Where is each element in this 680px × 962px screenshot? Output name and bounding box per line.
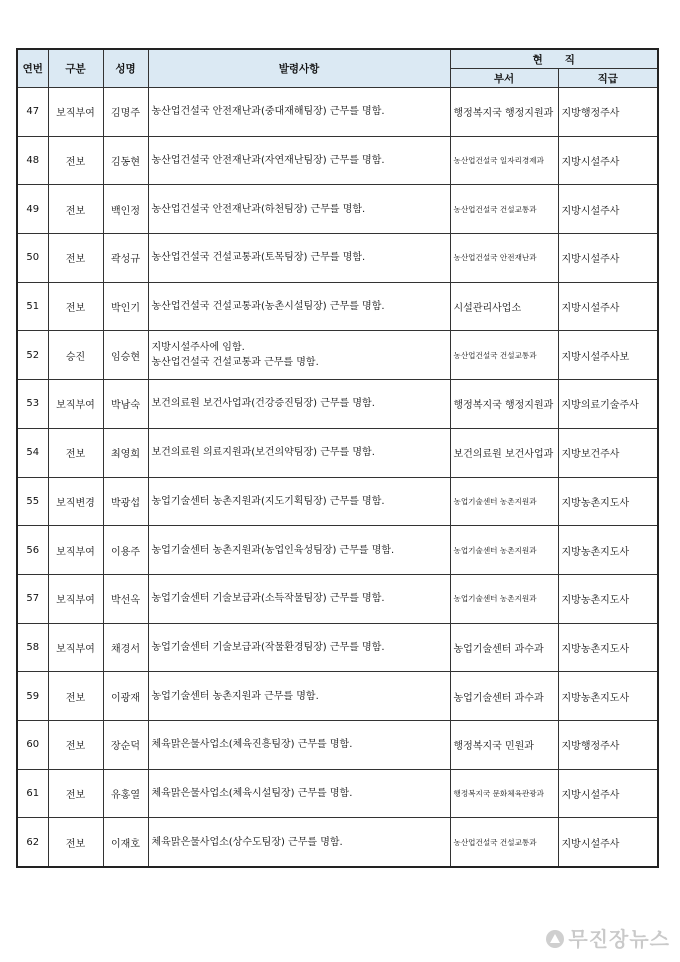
cell-num: 53 <box>17 380 48 429</box>
personnel-order-table <box>16 48 659 868</box>
table-row <box>17 769 658 818</box>
cell-name: 이광재 <box>103 672 148 721</box>
cell-rank: 지방시설주사 <box>558 185 658 234</box>
cell-name: 장순덕 <box>103 720 148 769</box>
cell-rank: 지방농촌지도사 <box>558 526 658 575</box>
mountain-logo-icon <box>546 930 564 948</box>
cell-num: 61 <box>17 769 48 818</box>
table-row <box>17 526 658 575</box>
cell-rank: 지방시설주사 <box>558 136 658 185</box>
cell-num: 48 <box>17 136 48 185</box>
cell-name: 박인기 <box>103 282 148 331</box>
cell-rank: 지방의료기술주사 <box>558 380 658 429</box>
cell-dept: 농업기술센터 농촌지원과 <box>450 574 558 623</box>
cell-num: 55 <box>17 477 48 526</box>
cell-dept: 농산업건설국 일자리경제과 <box>450 136 558 185</box>
table-row <box>17 720 658 769</box>
cell-order <box>148 428 450 477</box>
cell-order <box>148 234 450 283</box>
cell-order <box>148 623 450 672</box>
cell-type: 보직변경 <box>48 477 103 526</box>
cell-order <box>148 672 450 721</box>
cell-order <box>148 185 450 234</box>
cell-type: 전보 <box>48 818 103 867</box>
cell-type: 보직부여 <box>48 526 103 575</box>
cell-rank: 지방농촌지도사 <box>558 477 658 526</box>
cell-type: 보직부여 <box>48 623 103 672</box>
watermark <box>546 923 670 952</box>
cell-type: 전보 <box>48 428 103 477</box>
cell-type: 전보 <box>48 720 103 769</box>
cell-order <box>148 477 450 526</box>
cell-order <box>148 331 450 380</box>
cell-name: 백인정 <box>103 185 148 234</box>
cell-order <box>148 380 450 429</box>
order-line: 지방시설주사에 임함. <box>151 342 245 354</box>
cell-rank: 지방시설주사 <box>558 282 658 331</box>
table-row <box>17 380 658 429</box>
cell-num: 50 <box>17 234 48 283</box>
cell-name: 박선옥 <box>103 574 148 623</box>
cell-type: 승진 <box>48 331 103 380</box>
cell-dept: 보건의료원 보건사업과 <box>450 428 558 477</box>
header-current: 현 직 <box>450 49 658 69</box>
cell-type: 보직부여 <box>48 88 103 137</box>
table-row <box>17 428 658 477</box>
order-line: 보건의료원 보건사업과(건강증진팀장) 근무를 명함. <box>151 398 375 410</box>
cell-name: 곽성규 <box>103 234 148 283</box>
cell-order <box>148 720 450 769</box>
cell-name: 박광섭 <box>103 477 148 526</box>
order-line: 농업기술센터 농촌지원과(지도기획팀장) 근무를 명함. <box>151 495 385 507</box>
cell-rank: 지방시설주사 <box>558 769 658 818</box>
table-row <box>17 477 658 526</box>
cell-order <box>148 574 450 623</box>
cell-dept: 행정복지국 행정지원과 <box>450 380 558 429</box>
cell-num: 54 <box>17 428 48 477</box>
table-row <box>17 282 658 331</box>
cell-rank: 지방보건주사 <box>558 428 658 477</box>
order-line: 농산업건설국 건설교통과(농촌시설팀장) 근무를 명함. <box>151 301 385 313</box>
cell-dept: 농업기술센터 과수과 <box>450 672 558 721</box>
cell-name: 채경서 <box>103 623 148 672</box>
cell-name: 박남숙 <box>103 380 148 429</box>
cell-dept: 농산업건설국 건설교통과 <box>450 185 558 234</box>
header-order: 발령사항 <box>148 49 450 88</box>
order-line: 체육맑은물사업소(상수도팀장) 근무를 명함. <box>151 836 343 848</box>
cell-dept: 농산업건설국 안전재난과 <box>450 234 558 283</box>
order-line: 체육맑은물사업소(체육진흥팀장) 근무를 명함. <box>151 739 353 751</box>
cell-rank: 지방농촌지도사 <box>558 574 658 623</box>
header-name: 성명 <box>103 49 148 88</box>
cell-type: 전보 <box>48 282 103 331</box>
cell-order <box>148 818 450 867</box>
cell-name: 이재호 <box>103 818 148 867</box>
table-row <box>17 88 658 137</box>
cell-type: 보직부여 <box>48 574 103 623</box>
cell-type: 전보 <box>48 185 103 234</box>
table-header <box>17 49 658 88</box>
cell-num: 56 <box>17 526 48 575</box>
table-body <box>17 88 658 868</box>
cell-rank: 지방행정주사 <box>558 88 658 137</box>
cell-rank: 지방농촌지도사 <box>558 623 658 672</box>
cell-name: 임승현 <box>103 331 148 380</box>
table-row <box>17 818 658 867</box>
header-dept: 부서 <box>450 69 558 88</box>
cell-dept: 행정복지국 민원과 <box>450 720 558 769</box>
cell-type: 전보 <box>48 234 103 283</box>
cell-type: 전보 <box>48 136 103 185</box>
order-line: 보건의료원 의료지원과(보건의약팀장) 근무를 명함. <box>151 447 375 459</box>
cell-dept: 농산업건설국 건설교통과 <box>450 818 558 867</box>
watermark-text: 무진장뉴스 <box>568 927 670 951</box>
cell-order <box>148 282 450 331</box>
order-line: 농산업건설국 안전재난과(하천팀장) 근무를 명함. <box>151 203 366 215</box>
cell-name: 이용주 <box>103 526 148 575</box>
cell-rank: 지방시설주사 <box>558 818 658 867</box>
order-line: 농산업건설국 건설교통과(토목팀장) 근무를 명함. <box>151 252 366 264</box>
order-line: 농산업건설국 안전재난과(자연재난팀장) 근무를 명함. <box>151 155 385 167</box>
cell-num: 60 <box>17 720 48 769</box>
table-row <box>17 623 658 672</box>
order-line: 농업기술센터 기술보급과(작물환경팀장) 근무를 명함. <box>151 641 385 653</box>
header-num: 연번 <box>17 49 48 88</box>
cell-num: 49 <box>17 185 48 234</box>
table-row <box>17 185 658 234</box>
cell-num: 62 <box>17 818 48 867</box>
table-row <box>17 672 658 721</box>
cell-order <box>148 136 450 185</box>
cell-dept: 행정복지국 문화체육관광과 <box>450 769 558 818</box>
cell-num: 59 <box>17 672 48 721</box>
order-line: 농업기술센터 농촌지원과 근무를 명함. <box>151 690 319 702</box>
cell-order <box>148 526 450 575</box>
cell-num: 51 <box>17 282 48 331</box>
cell-dept: 행정복지국 행정지원과 <box>450 88 558 137</box>
cell-name: 김명주 <box>103 88 148 137</box>
cell-dept: 농업기술센터 농촌지원과 <box>450 526 558 575</box>
cell-type: 보직부여 <box>48 380 103 429</box>
cell-name: 최영희 <box>103 428 148 477</box>
cell-rank: 지방시설주사보 <box>558 331 658 380</box>
table-row <box>17 331 658 380</box>
cell-order <box>148 769 450 818</box>
order-line: 농산업건설국 안전재난과(중대재해팀장) 근무를 명함. <box>151 106 385 118</box>
cell-dept: 농업기술센터 과수과 <box>450 623 558 672</box>
cell-num: 47 <box>17 88 48 137</box>
cell-name: 김동현 <box>103 136 148 185</box>
header-rank: 직급 <box>558 69 658 88</box>
cell-type: 전보 <box>48 672 103 721</box>
cell-name: 유홍열 <box>103 769 148 818</box>
cell-num: 52 <box>17 331 48 380</box>
cell-type: 전보 <box>48 769 103 818</box>
cell-dept: 시설관리사업소 <box>450 282 558 331</box>
table-row <box>17 574 658 623</box>
cell-dept: 농산업건설국 건설교통과 <box>450 331 558 380</box>
cell-order <box>148 88 450 137</box>
table-row <box>17 136 658 185</box>
cell-num: 57 <box>17 574 48 623</box>
order-line: 농산업건설국 건설교통과 근무를 명함. <box>151 357 319 369</box>
cell-dept: 농업기술센터 농촌지원과 <box>450 477 558 526</box>
cell-rank: 지방행정주사 <box>558 720 658 769</box>
cell-rank: 지방농촌지도사 <box>558 672 658 721</box>
order-line: 농업기술센터 기술보급과(소득작물팀장) 근무를 명함. <box>151 593 385 605</box>
cell-num: 58 <box>17 623 48 672</box>
table-row <box>17 234 658 283</box>
order-line: 체육맑은물사업소(체육시설팀장) 근무를 명함. <box>151 787 353 799</box>
cell-rank: 지방시설주사 <box>558 234 658 283</box>
order-line: 농업기술센터 농촌지원과(농업인육성팀장) 근무를 명함. <box>151 544 395 556</box>
header-type: 구분 <box>48 49 103 88</box>
